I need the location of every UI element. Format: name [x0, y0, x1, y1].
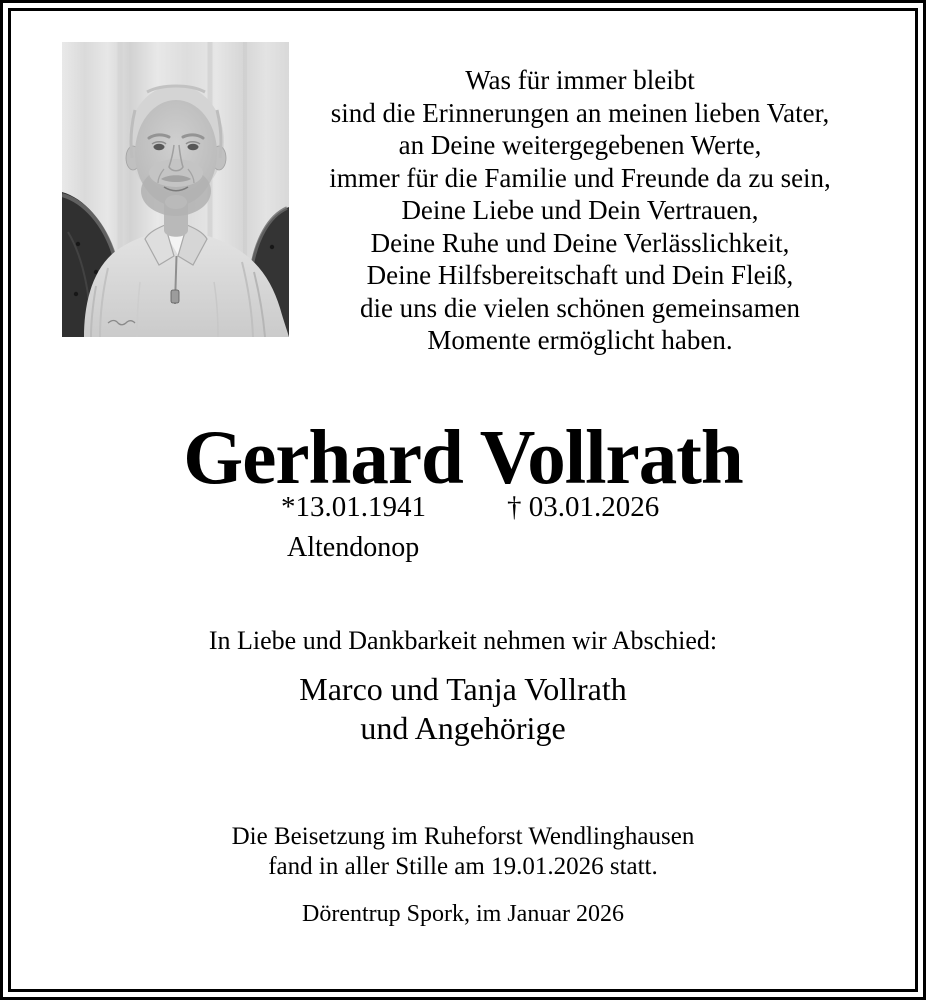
deceased-name: Gerhard Vollrath — [183, 414, 743, 500]
mourner-line: und Angehörige — [360, 710, 566, 746]
poem-line: Deine Hilfsbereitschaft und Dein Fleiß, — [366, 260, 794, 290]
poem-line: Momente ermöglicht haben. — [427, 325, 733, 355]
zipper-pull — [171, 290, 179, 303]
poem-line: an Deine weitergegebenen Werte, — [398, 130, 762, 160]
eye-right — [188, 144, 199, 150]
funeral-info — [0, 822, 926, 882]
mourners — [0, 670, 926, 748]
portrait-illustration — [62, 42, 289, 337]
poem-line: Deine Ruhe und Deine Verlässlichkeit, — [370, 227, 790, 258]
poem-line: die uns die vielen schönen gemeinsamen — [359, 292, 801, 323]
mourner-line: Marco und Tanja Vollrath — [299, 671, 627, 707]
poem-line: sind die Erinnerungen an meinen lieben Vater, — [330, 97, 830, 128]
poem-line: Deine Liebe und Dein Vertrauen, — [401, 195, 759, 225]
farewell-intro: In Liebe und Dankbarkeit nehmen wir Abschied: — [208, 626, 718, 655]
birth-date: *13.01.1941 — [281, 491, 426, 523]
memorial-poem — [290, 64, 870, 357]
poem-line: Was für immer bleibt — [465, 65, 695, 95]
funeral-line: Die Beisetzung im Ruheforst Wendlinghausen — [231, 823, 695, 850]
funeral-line: fand in aller Stille am 19.01.2026 statt. — [268, 853, 658, 880]
residence: Altendonop — [287, 532, 420, 563]
death-date: † 03.01.2026 — [507, 491, 660, 523]
poem-line: immer für die Familie und Freunde da zu sein, — [329, 162, 831, 193]
eye-left — [154, 144, 165, 150]
place-dateline: Dörentrup Spork, im Januar 2026 — [302, 901, 624, 927]
deceased-photo — [62, 42, 289, 337]
